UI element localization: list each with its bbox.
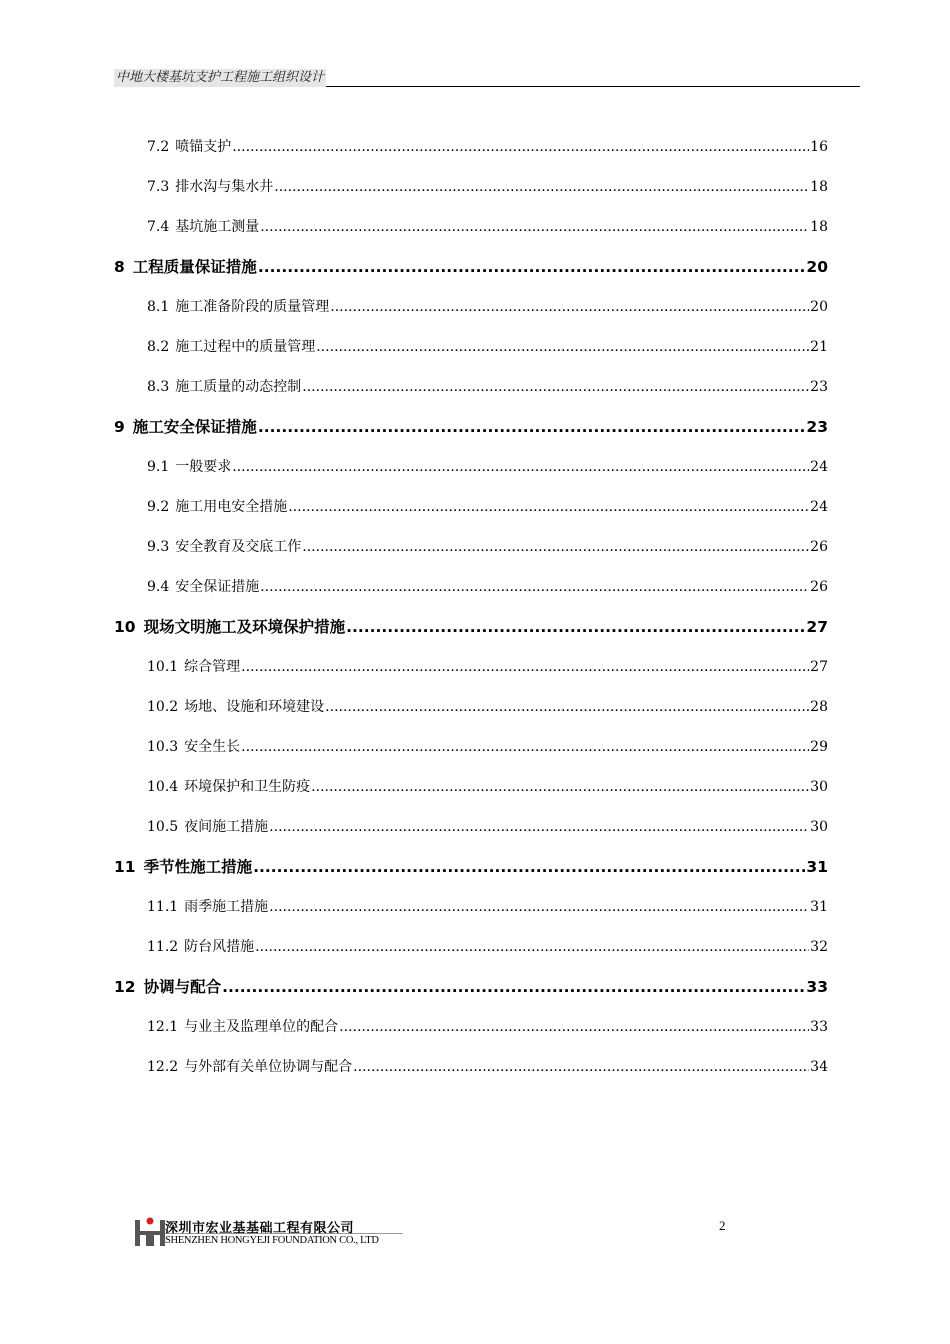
toc-entry-page: 18 (810, 219, 828, 235)
toc-entry-page: 33 (810, 1019, 828, 1035)
toc-dot-leader (232, 136, 809, 158)
toc-dot-leader (269, 816, 809, 838)
toc-section-entry[interactable] (147, 816, 828, 838)
toc-entry-page: 34 (810, 1059, 828, 1075)
toc-entry-title: 季节性施工措施 (143, 858, 253, 876)
toc-entry-number: 8.3 (147, 379, 170, 395)
toc-entry-number: 11.1 (147, 899, 179, 915)
toc-entry-number: 9.2 (147, 499, 170, 515)
toc-dot-leader (260, 216, 809, 238)
toc-dot-leader (260, 576, 809, 598)
toc-section-entry[interactable] (147, 576, 828, 598)
toc-entry-title: 安全生长 (184, 739, 241, 755)
toc-entry-number: 10.1 (147, 659, 179, 675)
toc-section-entry[interactable] (147, 736, 828, 758)
toc-entry-number: 8.1 (147, 299, 170, 315)
toc-entry-page: 27 (806, 618, 828, 636)
toc-dot-leader (288, 496, 809, 518)
page-number: 2 (719, 1218, 726, 1233)
toc-entry-title: 夜间施工措施 (184, 819, 269, 835)
toc-dot-leader (274, 176, 809, 198)
toc-chapter-entry[interactable] (114, 856, 828, 878)
toc-dot-leader (241, 736, 809, 758)
toc-entry-number: 11.2 (147, 939, 179, 955)
toc-section-entry[interactable] (147, 936, 828, 958)
toc-entry-number: 9.3 (147, 539, 170, 555)
toc-entry-page: 21 (810, 339, 828, 355)
toc-entry-page: 30 (810, 819, 828, 835)
toc-chapter-entry[interactable] (114, 256, 828, 278)
toc-entry-title: 施工质量的动态控制 (175, 379, 302, 395)
toc-section-entry[interactable] (147, 376, 828, 398)
footer-company-en: SHENZHEN HONGYEJI FOUNDATION CO., LTD (165, 1235, 379, 1246)
toc-entry-page: 30 (810, 779, 828, 795)
toc-entry-page: 27 (810, 659, 828, 675)
toc-dot-leader (311, 776, 809, 798)
toc-entry-title: 施工安全保证措施 (132, 418, 257, 436)
toc-entry-number: 9.1 (147, 459, 170, 475)
toc-entry-page: 20 (810, 299, 828, 315)
toc-entry-page: 32 (810, 939, 828, 955)
toc-section-entry[interactable] (147, 1016, 828, 1038)
toc-entry-title: 工程质量保证措施 (132, 258, 257, 276)
toc-section-entry[interactable] (147, 1056, 828, 1078)
toc-entry-title: 与外部有关单位协调与配合 (184, 1059, 353, 1075)
toc-entry-page: 31 (806, 858, 828, 876)
toc-section-entry[interactable] (147, 176, 828, 198)
toc-entry-title: 雨季施工措施 (184, 899, 269, 915)
toc-entry-title: 协调与配合 (143, 978, 222, 996)
toc-entry-title: 施工过程中的质量管理 (175, 339, 316, 355)
toc-entry-page: 29 (810, 739, 828, 755)
toc-dot-leader (316, 336, 809, 358)
toc-dot-leader (330, 296, 809, 318)
toc-entry-title: 喷锚支护 (175, 139, 232, 155)
toc-entry-title: 场地、设施和环境建设 (184, 699, 325, 715)
toc-chapter-entry[interactable] (114, 416, 828, 438)
toc-entry-number: 7.4 (147, 219, 170, 235)
toc-entry-number: 10.3 (147, 739, 179, 755)
toc-entry-title: 施工用电安全措施 (175, 499, 288, 515)
toc-entry-number: 10.4 (147, 779, 179, 795)
toc-dot-leader (325, 696, 809, 718)
toc-entry-page: 24 (810, 459, 828, 475)
header-title: 中地大楼基坑支护工程施工组织设计 (116, 70, 325, 85)
toc-section-entry[interactable] (147, 296, 828, 318)
toc-entry-number: 7.3 (147, 179, 170, 195)
toc-dot-leader (232, 456, 809, 478)
toc-entry-number: 8.2 (147, 339, 170, 355)
toc-section-entry[interactable] (147, 336, 828, 358)
toc-section-entry[interactable] (147, 456, 828, 478)
toc-entry-number: 11 (114, 858, 136, 876)
toc-dot-leader (269, 896, 809, 918)
toc-dot-leader (339, 1016, 809, 1038)
page-header (114, 66, 860, 87)
toc-chapter-entry[interactable] (114, 616, 828, 638)
toc-dot-leader (253, 856, 805, 878)
toc-entry-page: 33 (806, 978, 828, 996)
toc-section-entry[interactable] (147, 776, 828, 798)
toc-entry-number: 7.2 (147, 139, 170, 155)
toc-entry-number: 12.2 (147, 1059, 179, 1075)
toc-section-entry[interactable] (147, 656, 828, 678)
toc-dot-leader (346, 616, 805, 638)
toc-entry-number: 12 (114, 978, 136, 996)
toc-entry-number: 12.1 (147, 1019, 179, 1035)
toc-dot-leader (302, 376, 809, 398)
toc-entry-title: 环境保护和卫生防疫 (184, 779, 311, 795)
toc-entry-page: 28 (810, 699, 828, 715)
toc-entry-page: 24 (810, 499, 828, 515)
toc-dot-leader (353, 1056, 809, 1078)
toc-entry-title: 安全保证措施 (175, 579, 260, 595)
toc-entry-number: 10.5 (147, 819, 179, 835)
toc-section-entry[interactable] (147, 496, 828, 518)
toc-entry-number: 8 (114, 258, 125, 276)
toc-entry-page: 31 (810, 899, 828, 915)
company-logo (133, 1214, 167, 1248)
toc-entry-title: 排水沟与集水井 (175, 179, 274, 195)
toc-dot-leader (241, 656, 809, 678)
toc-entry-number: 9.4 (147, 579, 170, 595)
toc-entry-title: 防台风措施 (184, 939, 255, 955)
toc-entry-page: 20 (806, 258, 828, 276)
toc-entry-title: 施工准备阶段的质量管理 (175, 299, 330, 315)
toc-entry-title: 安全教育及交底工作 (175, 539, 302, 555)
toc-dot-leader (302, 536, 809, 558)
toc-dot-leader (258, 256, 806, 278)
toc-entry-title: 现场文明施工及环境保护措施 (143, 618, 346, 636)
toc-entry-number: 9 (114, 418, 125, 436)
toc-entry-number: 10 (114, 618, 136, 636)
toc-section-entry[interactable] (147, 896, 828, 918)
toc-entry-page: 23 (806, 418, 828, 436)
toc-entry-title: 一般要求 (175, 459, 232, 475)
toc-section-entry[interactable] (147, 696, 828, 718)
toc-section-entry[interactable] (147, 536, 828, 558)
toc-dot-leader (255, 936, 809, 958)
toc-dot-leader (222, 976, 805, 998)
toc-entry-page: 26 (810, 579, 828, 595)
toc-entry-page: 18 (810, 179, 828, 195)
toc-section-entry[interactable] (147, 216, 828, 238)
toc-entry-page: 16 (810, 139, 828, 155)
toc-chapter-entry[interactable] (114, 976, 828, 998)
toc-entry-page: 26 (810, 539, 828, 555)
toc-entry-title: 与业主及监理单位的配合 (184, 1019, 339, 1035)
toc-section-entry[interactable] (147, 136, 828, 158)
toc-entry-title: 基坑施工测量 (175, 219, 260, 235)
toc-entry-title: 综合管理 (184, 659, 241, 675)
toc-entry-number: 10.2 (147, 699, 179, 715)
toc-entry-page: 23 (810, 379, 828, 395)
footer-company-cn: 深圳市宏业基基础工程有限公司 (165, 1221, 355, 1236)
toc-dot-leader (258, 416, 806, 438)
